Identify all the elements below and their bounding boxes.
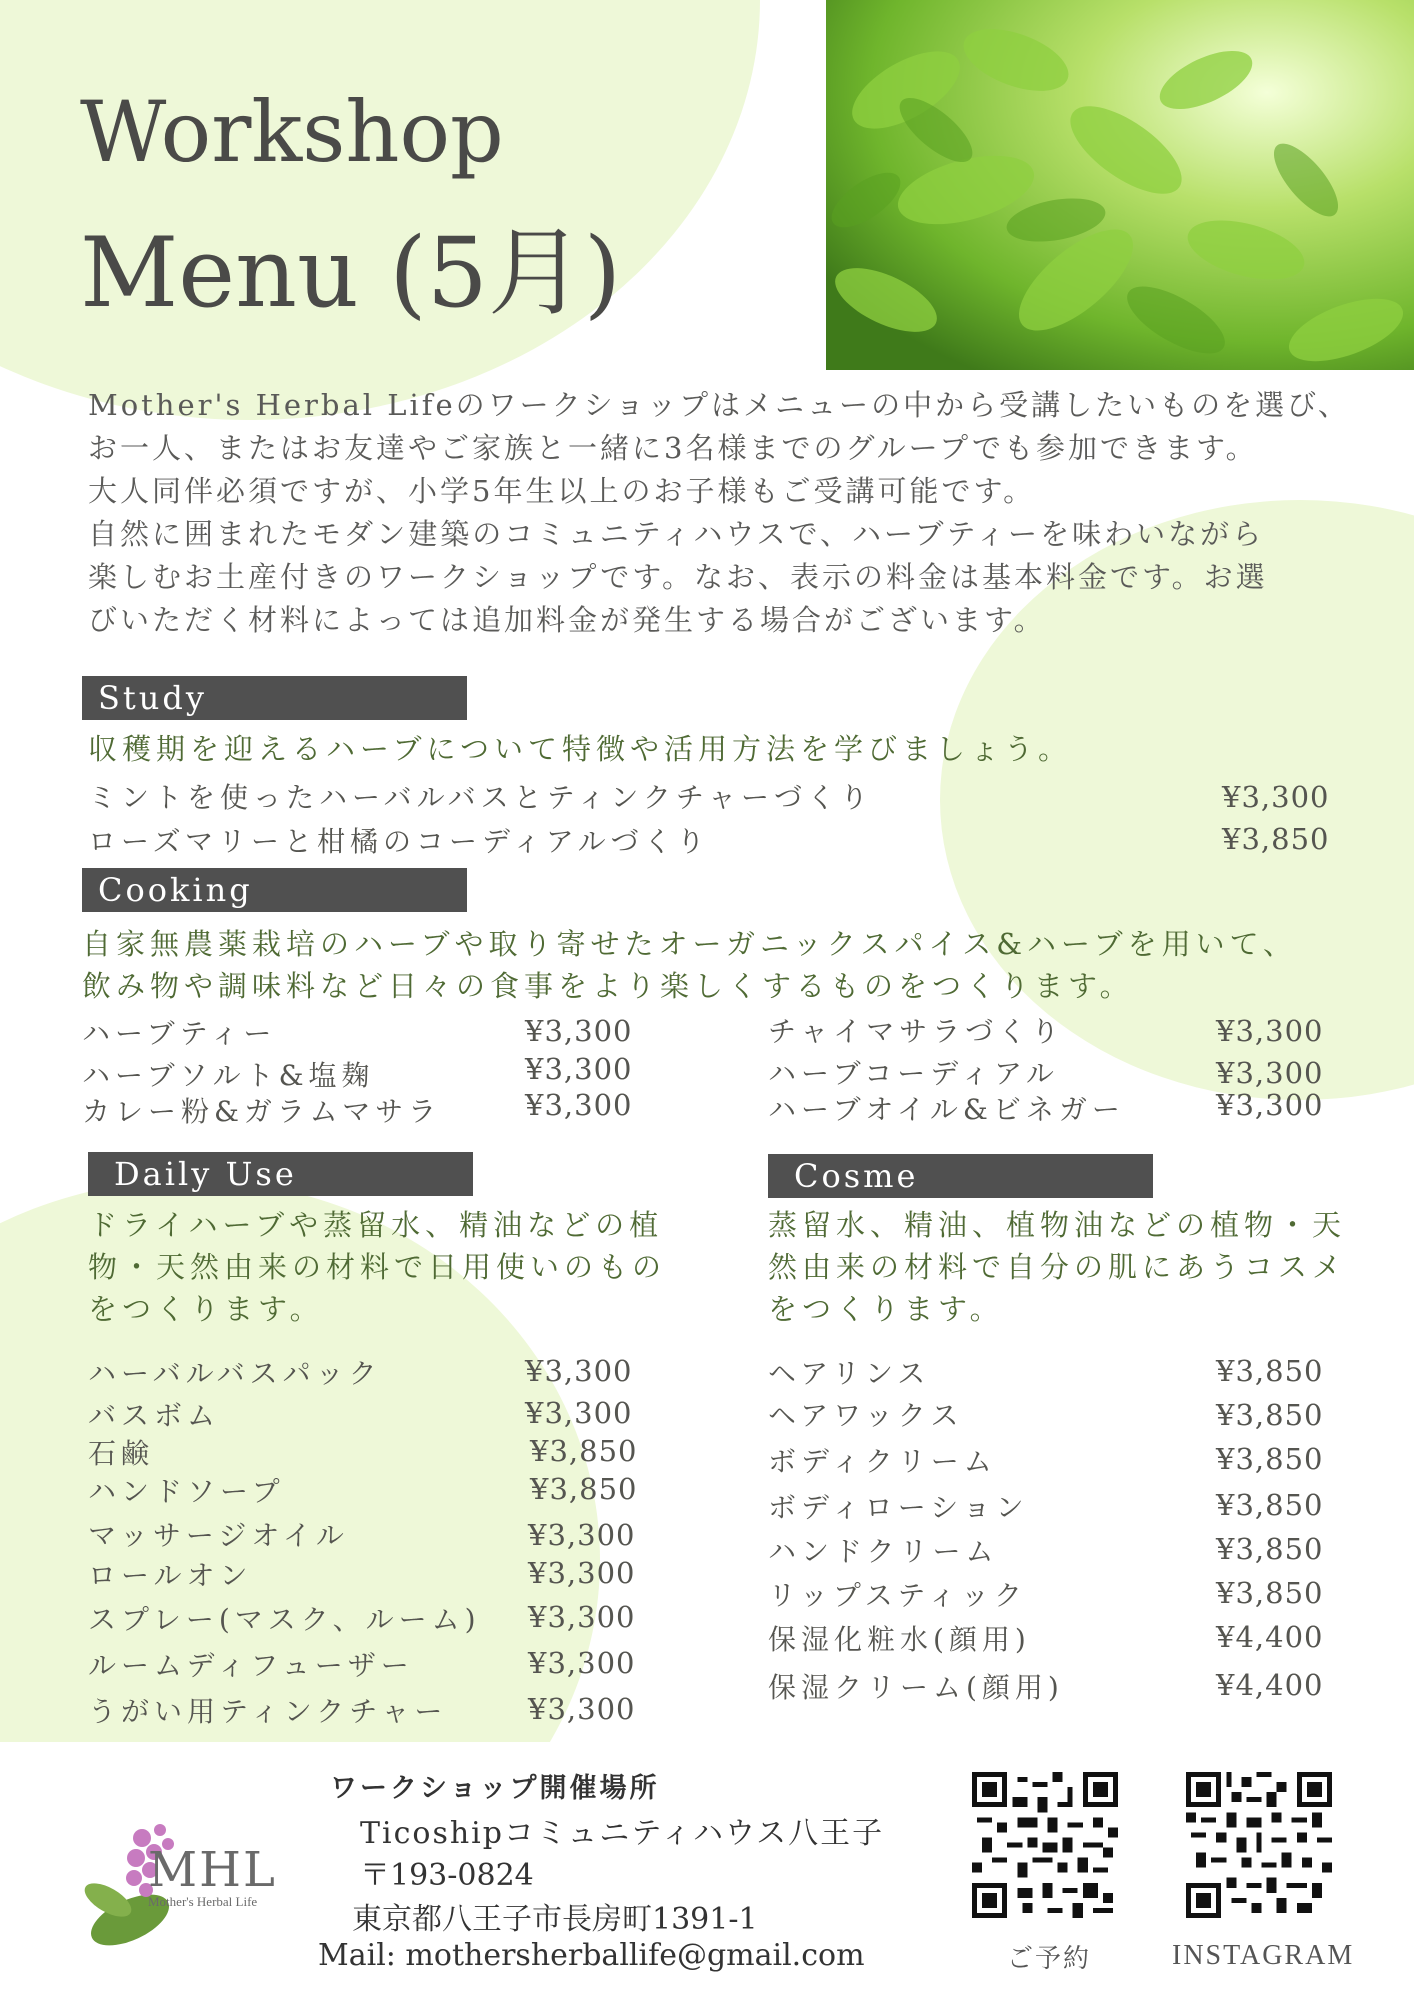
background-blob-top [0,0,760,420]
cooking-item: カレー粉&ガラムマサラ [82,1095,442,1128]
instagram-qr-label: INSTAGRAM [1172,1940,1355,1971]
venue-address: 東京都八王子市長房町1391-1 [352,1902,758,1937]
cosme-item-price: ¥3,850 [1216,1532,1324,1566]
study-item: ローズマリーと柑橘のコーディアルづくり [88,825,710,858]
daily-use-description-line: をつくります。 [88,1292,324,1326]
daily-use-heading: Daily Use [88,1152,473,1196]
cosme-item: 保湿化粧水(顔用) [768,1623,1031,1656]
cosme-description [768,1204,1346,1330]
daily-use-item-price: ¥3,850 [530,1472,638,1506]
cosme-item-price: ¥3,850 [1216,1576,1324,1610]
reservation-qr-code[interactable] [972,1772,1118,1918]
cooking-description-line: 飲み物や調味料など日々の食事をより楽しくするものをつくります。 [82,969,1134,1003]
daily-use-item-price: ¥3,300 [528,1518,636,1552]
cosme-description-line: 蒸留水、精油、植物油などの植物・天 [768,1208,1347,1242]
intro-line: お一人、またはお友達やご家族と一緒に3名様までのグループでも参加できます。 [88,431,1258,465]
cosme-item-price: ¥3,850 [1216,1488,1324,1522]
cooking-item-price: ¥3,300 [525,1014,633,1048]
cosme-item: ハンドクリーム [768,1535,999,1568]
cooking-item: ハーブティー [82,1017,277,1050]
intro-line: 楽しむお土産付きのワークショップです。なお、表示の料金は基本料金です。お選 [88,560,1268,594]
daily-use-item: スプレー(マスク、ルーム) [88,1603,481,1636]
contact-email[interactable]: Mail: mothersherballife@gmail.com [318,1938,865,1973]
cosme-item: ヘアワックス [768,1399,964,1432]
cosme-item-price: ¥4,400 [1216,1668,1324,1702]
daily-use-item-price: ¥3,300 [528,1646,636,1680]
cosme-item-price: ¥3,850 [1216,1398,1324,1432]
daily-use-item: バスボム [88,1399,221,1432]
cooking-item: ハーブソルト&塩麹 [82,1059,375,1092]
intro-line: 大人同伴必須ですが、小学5年生以上のお子様もご受講可能です。 [88,474,1036,508]
cooking-item: チャイマサラづくり [768,1015,1065,1048]
cosme-item: 保湿クリーム(顔用) [768,1671,1064,1704]
title-line-2: Menu (5月) [80,217,622,329]
cooking-description [82,923,1297,1007]
cooking-item-price: ¥3,300 [1216,1014,1324,1048]
daily-use-description-line: 物・天然由来の材料で日用使いのもの [88,1250,667,1284]
cooking-description-line: 自家無農薬栽培のハーブや取り寄せたオーガニックスパイス&ハーブを用いて、 [82,927,1298,961]
study-item-price: ¥3,300 [1222,780,1330,814]
cooking-heading: Cooking [82,868,467,912]
daily-use-item-price: ¥3,300 [528,1600,636,1634]
intro-paragraph [88,384,1358,642]
logo-subtext: Mother's Herbal Life [148,1894,258,1909]
venue-heading: ワークショップ開催場所 [330,1773,660,1804]
cooking-item: ハーブオイル&ビネガー [768,1093,1125,1126]
study-heading: Study [82,676,467,720]
instagram-qr-code[interactable] [1186,1772,1332,1918]
cosme-item: ボディローション [768,1491,1029,1524]
daily-use-item: ロールオン [88,1559,253,1592]
cosme-description-line: をつくります。 [768,1292,1004,1326]
cosme-item: ヘアリンス [768,1357,931,1390]
cooking-item-price: ¥3,300 [1216,1088,1324,1122]
study-description [88,728,1072,770]
cosme-heading: Cosme [768,1154,1153,1198]
cosme-description-line: 然由来の材料で自分の肌にあうコスメ [768,1250,1347,1284]
cooking-item-price: ¥3,300 [525,1052,633,1086]
venue-postal: 〒193-0824 [360,1858,534,1893]
daily-use-item: ハンドソープ [88,1475,285,1508]
daily-use-item-price: ¥3,300 [525,1354,633,1388]
logo-text: MHL [148,1842,277,1898]
daily-use-item-price: ¥3,300 [528,1556,636,1590]
daily-use-item-price: ¥3,850 [530,1434,638,1468]
cosme-item: ボディクリーム [768,1445,997,1478]
cooking-item-price: ¥3,300 [525,1088,633,1122]
study-description-line: 収穫期を迎えるハーブについて特徴や活用方法を学びましょう。 [88,732,1072,766]
reservation-qr-label: ご予約 [1007,1944,1092,1974]
daily-use-item: マッサージオイル [88,1519,349,1552]
cosme-item-price: ¥3,850 [1216,1354,1324,1388]
cooking-item-price: ¥3,300 [1216,1056,1324,1090]
intro-line: 自然に囲まれたモダン建築のコミュニティハウスで、ハーブティーを味わいながら [88,517,1265,551]
cosme-item-price: ¥4,400 [1216,1620,1324,1654]
daily-use-item-price: ¥3,300 [525,1396,633,1430]
daily-use-description [88,1204,666,1330]
intro-line: びいただく材料によっては追加料金が発生する場合がございます。 [88,603,1046,637]
title-line-1: Workshop [80,83,504,181]
leaf-photo [826,0,1414,370]
daily-use-item: うがい用ティンクチャー [88,1695,448,1728]
daily-use-item: ハーバルバスパック [88,1357,382,1390]
cosme-item-price: ¥3,850 [1216,1442,1324,1476]
daily-use-description-line: ドライハーブや蒸留水、精油などの植 [88,1208,664,1242]
venue-name: Ticoshipコミュニティハウス八王子 [360,1816,885,1851]
intro-line: Mother's Herbal Lifeのワークショップはメニューの中から受講したいものを選び、 [88,388,1350,422]
daily-use-item: ルームディフューザー [88,1649,414,1682]
cosme-item: リップスティック [768,1579,1027,1612]
daily-use-item: 石鹸 [88,1437,155,1470]
study-item: ミントを使ったハーバルバスとティンクチャーづくり [88,781,874,814]
study-item-price: ¥3,850 [1222,822,1330,856]
daily-use-item-price: ¥3,300 [528,1692,636,1726]
cooking-item: ハーブコーディアル [768,1057,1059,1090]
